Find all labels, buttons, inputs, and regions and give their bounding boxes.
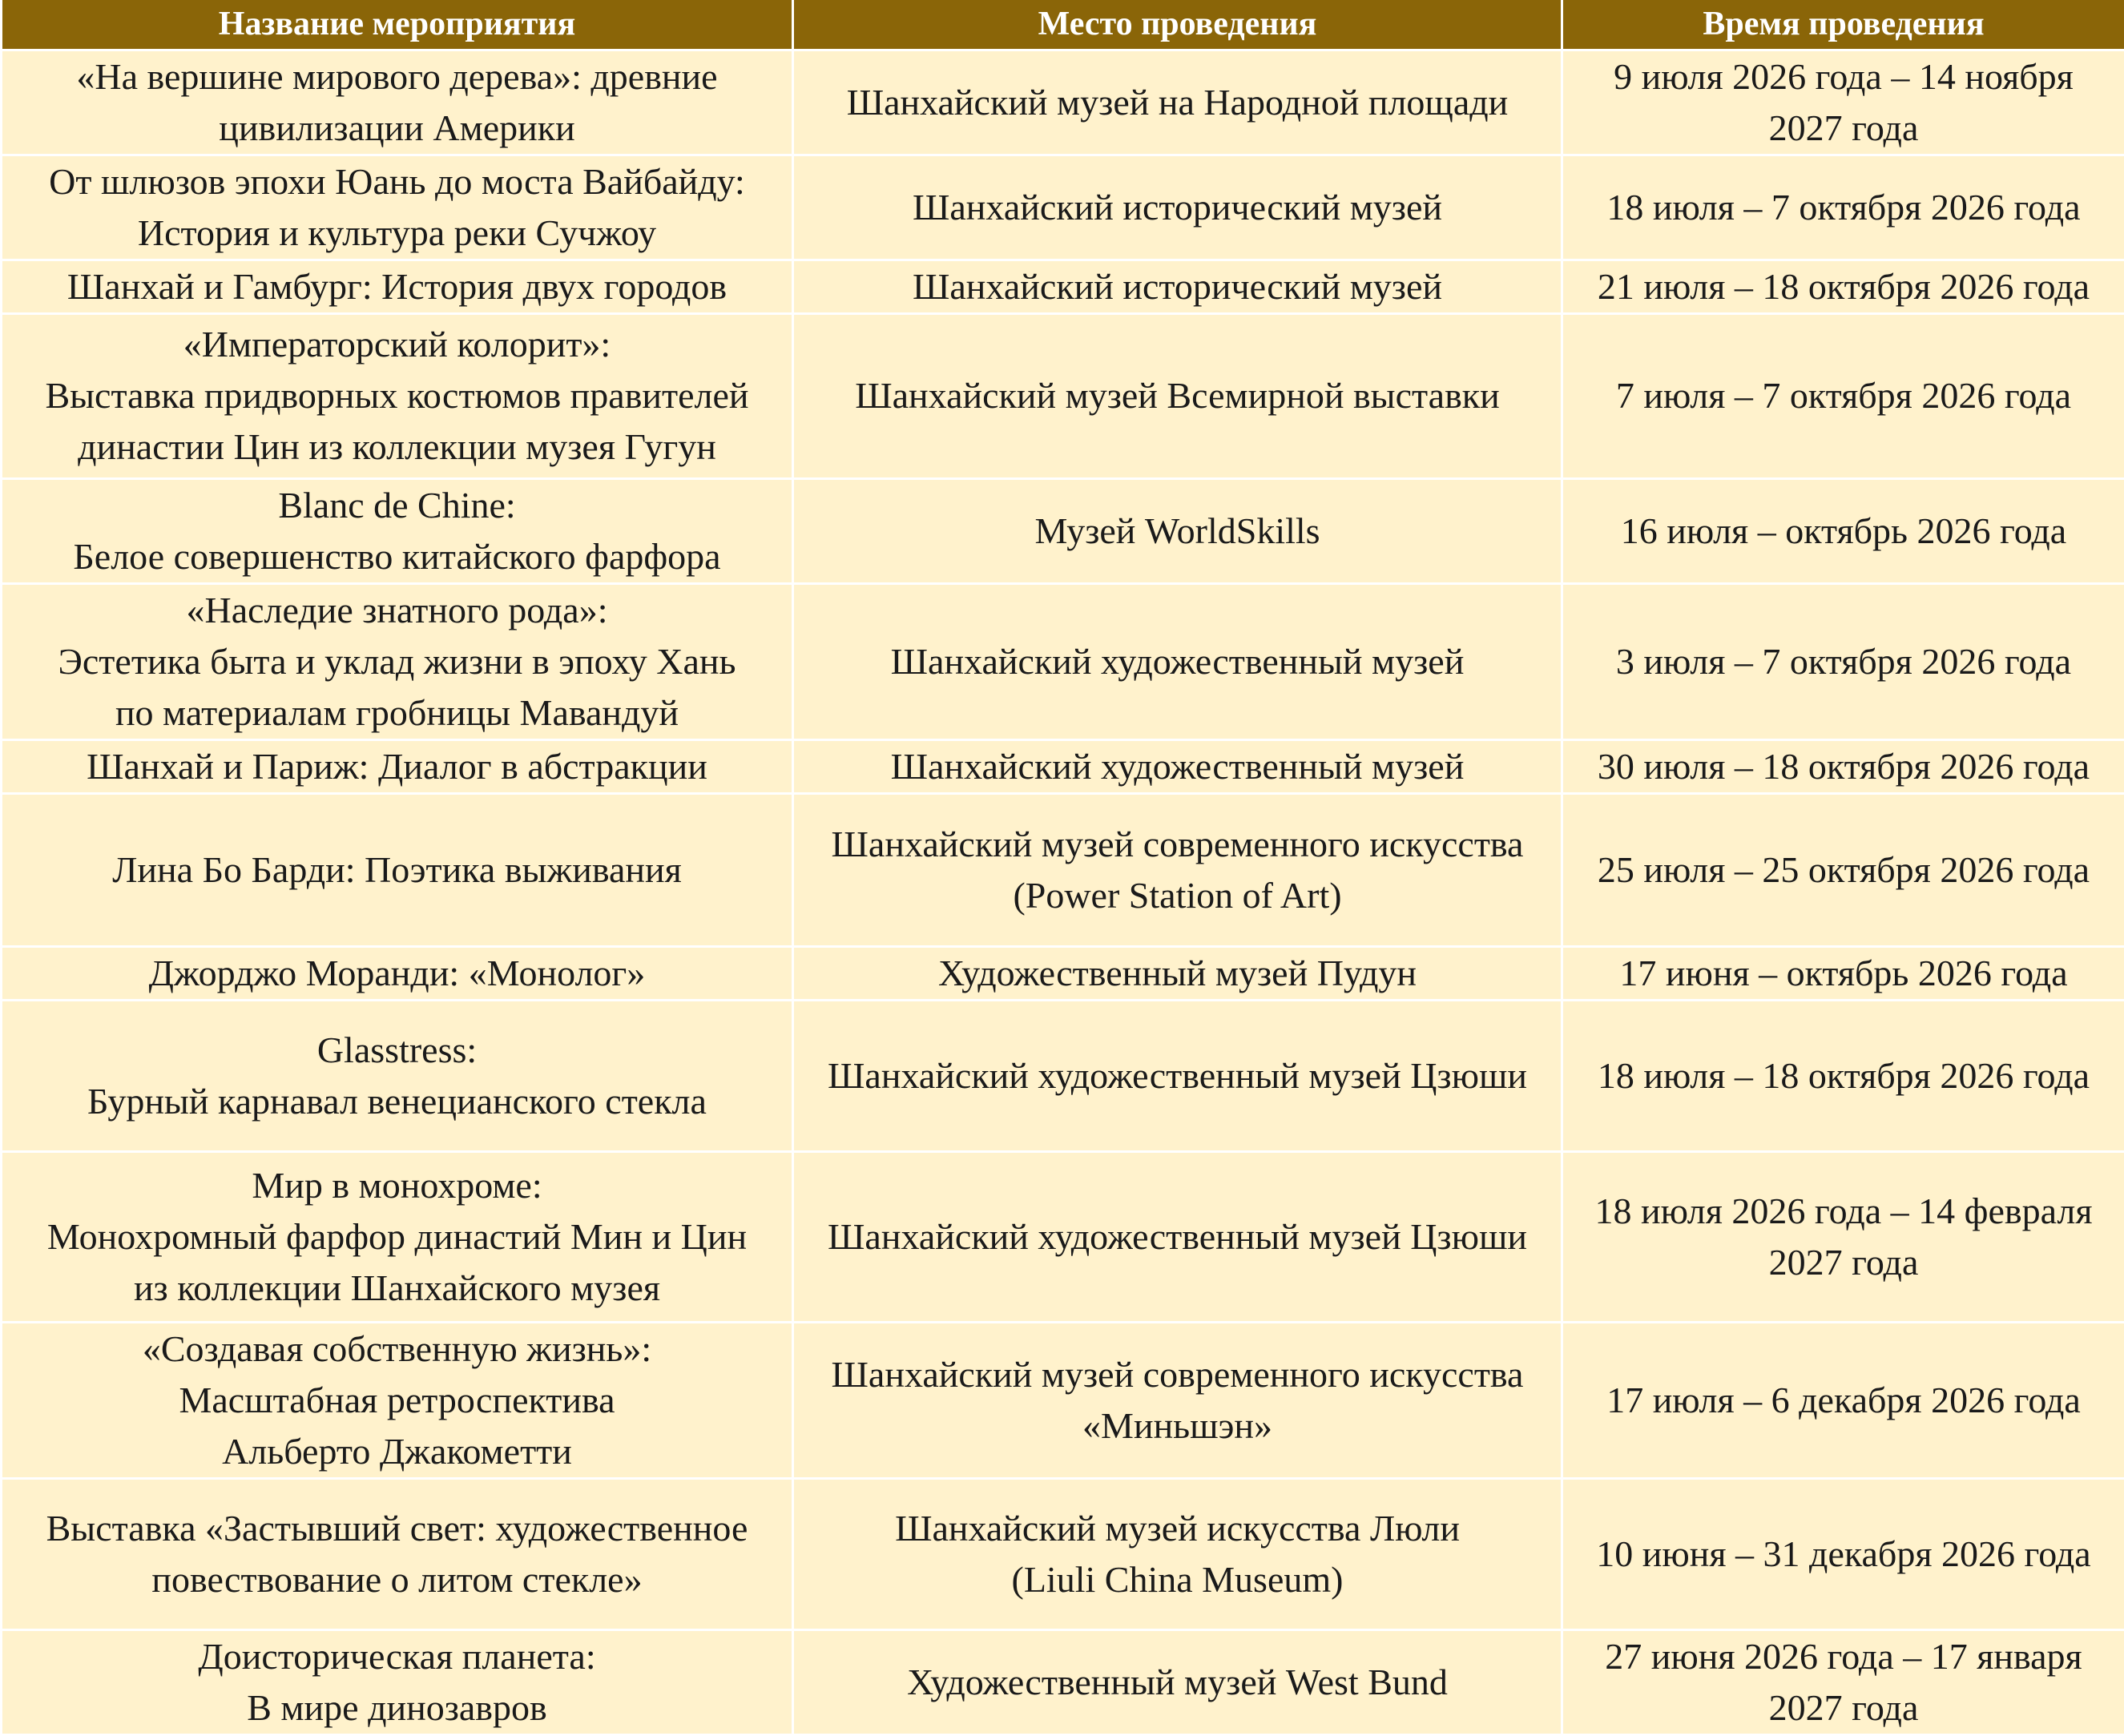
venue-cell: Художественный музей Пудун	[793, 946, 1562, 1000]
table-row	[2, 1478, 2124, 1629]
dates-cell: 16 июля – октябрь 2026 года	[1562, 478, 2124, 583]
dates-cell: 9 июля 2026 года – 14 ноября 2027 года	[1562, 50, 2124, 155]
table-row	[2, 793, 2124, 946]
event-name-cell: От шлюзов эпохи Юань до моста Вайбайду: История и культура реки Сучжоу	[2, 155, 793, 260]
dates-cell: 17 июля – 6 декабря 2026 года	[1562, 1322, 2124, 1478]
venue-cell: Шанхайский музей современного искусства (Power Station of Art)	[793, 793, 1562, 946]
dates-cell: 18 июля 2026 года – 14 февраля 2027 года	[1562, 1151, 2124, 1322]
event-name-cell: Шанхай и Гамбург: История двух городов	[2, 260, 793, 313]
table-row	[2, 1629, 2124, 1734]
venue-cell: Шанхайский художественный музей Цзюши	[793, 1151, 1562, 1322]
venue-cell: Шанхайский музей на Народной площади	[793, 50, 1562, 155]
table-header	[2, 0, 2124, 50]
header-event-name: Название мероприятия	[2, 0, 793, 50]
header-venue: Место проведения	[793, 0, 1562, 50]
event-name-cell: Выставка «Застывший свет: художественное повествование о литом стекле»	[2, 1478, 793, 1629]
venue-cell: Шанхайский исторический музей	[793, 260, 1562, 313]
event-name-cell: Доисторическая планета: В мире динозавров	[2, 1629, 793, 1734]
table-body	[2, 50, 2124, 1734]
venue-cell: Шанхайский исторический музей	[793, 155, 1562, 260]
event-name-cell: Blanc de Chine: Белое совершенство китайского фарфора	[2, 478, 793, 583]
event-name-cell: «На вершине мирового дерева»: древние цивилизации Америки	[2, 50, 793, 155]
dates-cell: 25 июля – 25 октября 2026 года	[1562, 793, 2124, 946]
table-row	[2, 739, 2124, 793]
table-row	[2, 50, 2124, 155]
header-dates: Время проведения	[1562, 0, 2124, 50]
event-name-cell: Лина Бо Барди: Поэтика выживания	[2, 793, 793, 946]
venue-cell: Художественный музей West Bund	[793, 1629, 1562, 1734]
event-name-cell: «Создавая собственную жизнь»: Масштабная ретроспектива Альберто Джакометти	[2, 1322, 793, 1478]
dates-cell: 18 июля – 18 октября 2026 года	[1562, 1000, 2124, 1151]
venue-cell: Шанхайский художественный музей Цзюши	[793, 1000, 1562, 1151]
header-row	[2, 0, 2124, 50]
venue-cell: Шанхайский музей искусства Люли (Liuli China Museum)	[793, 1478, 1562, 1629]
venue-cell: Музей WorldSkills	[793, 478, 1562, 583]
table-row	[2, 155, 2124, 260]
dates-cell: 18 июля – 7 октября 2026 года	[1562, 155, 2124, 260]
table-row	[2, 313, 2124, 478]
table-row	[2, 260, 2124, 313]
venue-cell: Шанхайский художественный музей	[793, 739, 1562, 793]
table-row	[2, 478, 2124, 583]
event-name-cell: «Наследие знатного рода»: Эстетика быта и уклад жизни в эпоху Хань по материалам гробницы Мавандуй	[2, 583, 793, 739]
dates-cell: 17 июня – октябрь 2026 года	[1562, 946, 2124, 1000]
table-row	[2, 583, 2124, 739]
table-row	[2, 946, 2124, 1000]
dates-cell: 21 июля – 18 октября 2026 года	[1562, 260, 2124, 313]
dates-cell: 3 июля – 7 октября 2026 года	[1562, 583, 2124, 739]
event-name-cell: Джорджо Моранди: «Монолог»	[2, 946, 793, 1000]
dates-cell: 27 июня 2026 года – 17 января 2027 года	[1562, 1629, 2124, 1734]
venue-cell: Шанхайский музей современного искусства «Миньшэн»	[793, 1322, 1562, 1478]
event-name-cell: Мир в монохроме: Монохромный фарфор династий Мин и Цин из коллекции Шанхайского музея	[2, 1151, 793, 1322]
event-name-cell: Шанхай и Париж: Диалог в абстракции	[2, 739, 793, 793]
event-name-cell: «Императорский колорит»: Выставка придворных костюмов правителей династии Цин из коллекции музея Гугун	[2, 313, 793, 478]
venue-cell: Шанхайский музей Всемирной выставки	[793, 313, 1562, 478]
dates-cell: 10 июня – 31 декабря 2026 года	[1562, 1478, 2124, 1629]
dates-cell: 30 июля – 18 октября 2026 года	[1562, 739, 2124, 793]
event-name-cell: Glasstress: Бурный карнавал венецианского стекла	[2, 1000, 793, 1151]
table-row	[2, 1000, 2124, 1151]
venue-cell: Шанхайский художественный музей	[793, 583, 1562, 739]
table-row	[2, 1322, 2124, 1478]
dates-cell: 7 июля – 7 октября 2026 года	[1562, 313, 2124, 478]
table-row	[2, 1151, 2124, 1322]
